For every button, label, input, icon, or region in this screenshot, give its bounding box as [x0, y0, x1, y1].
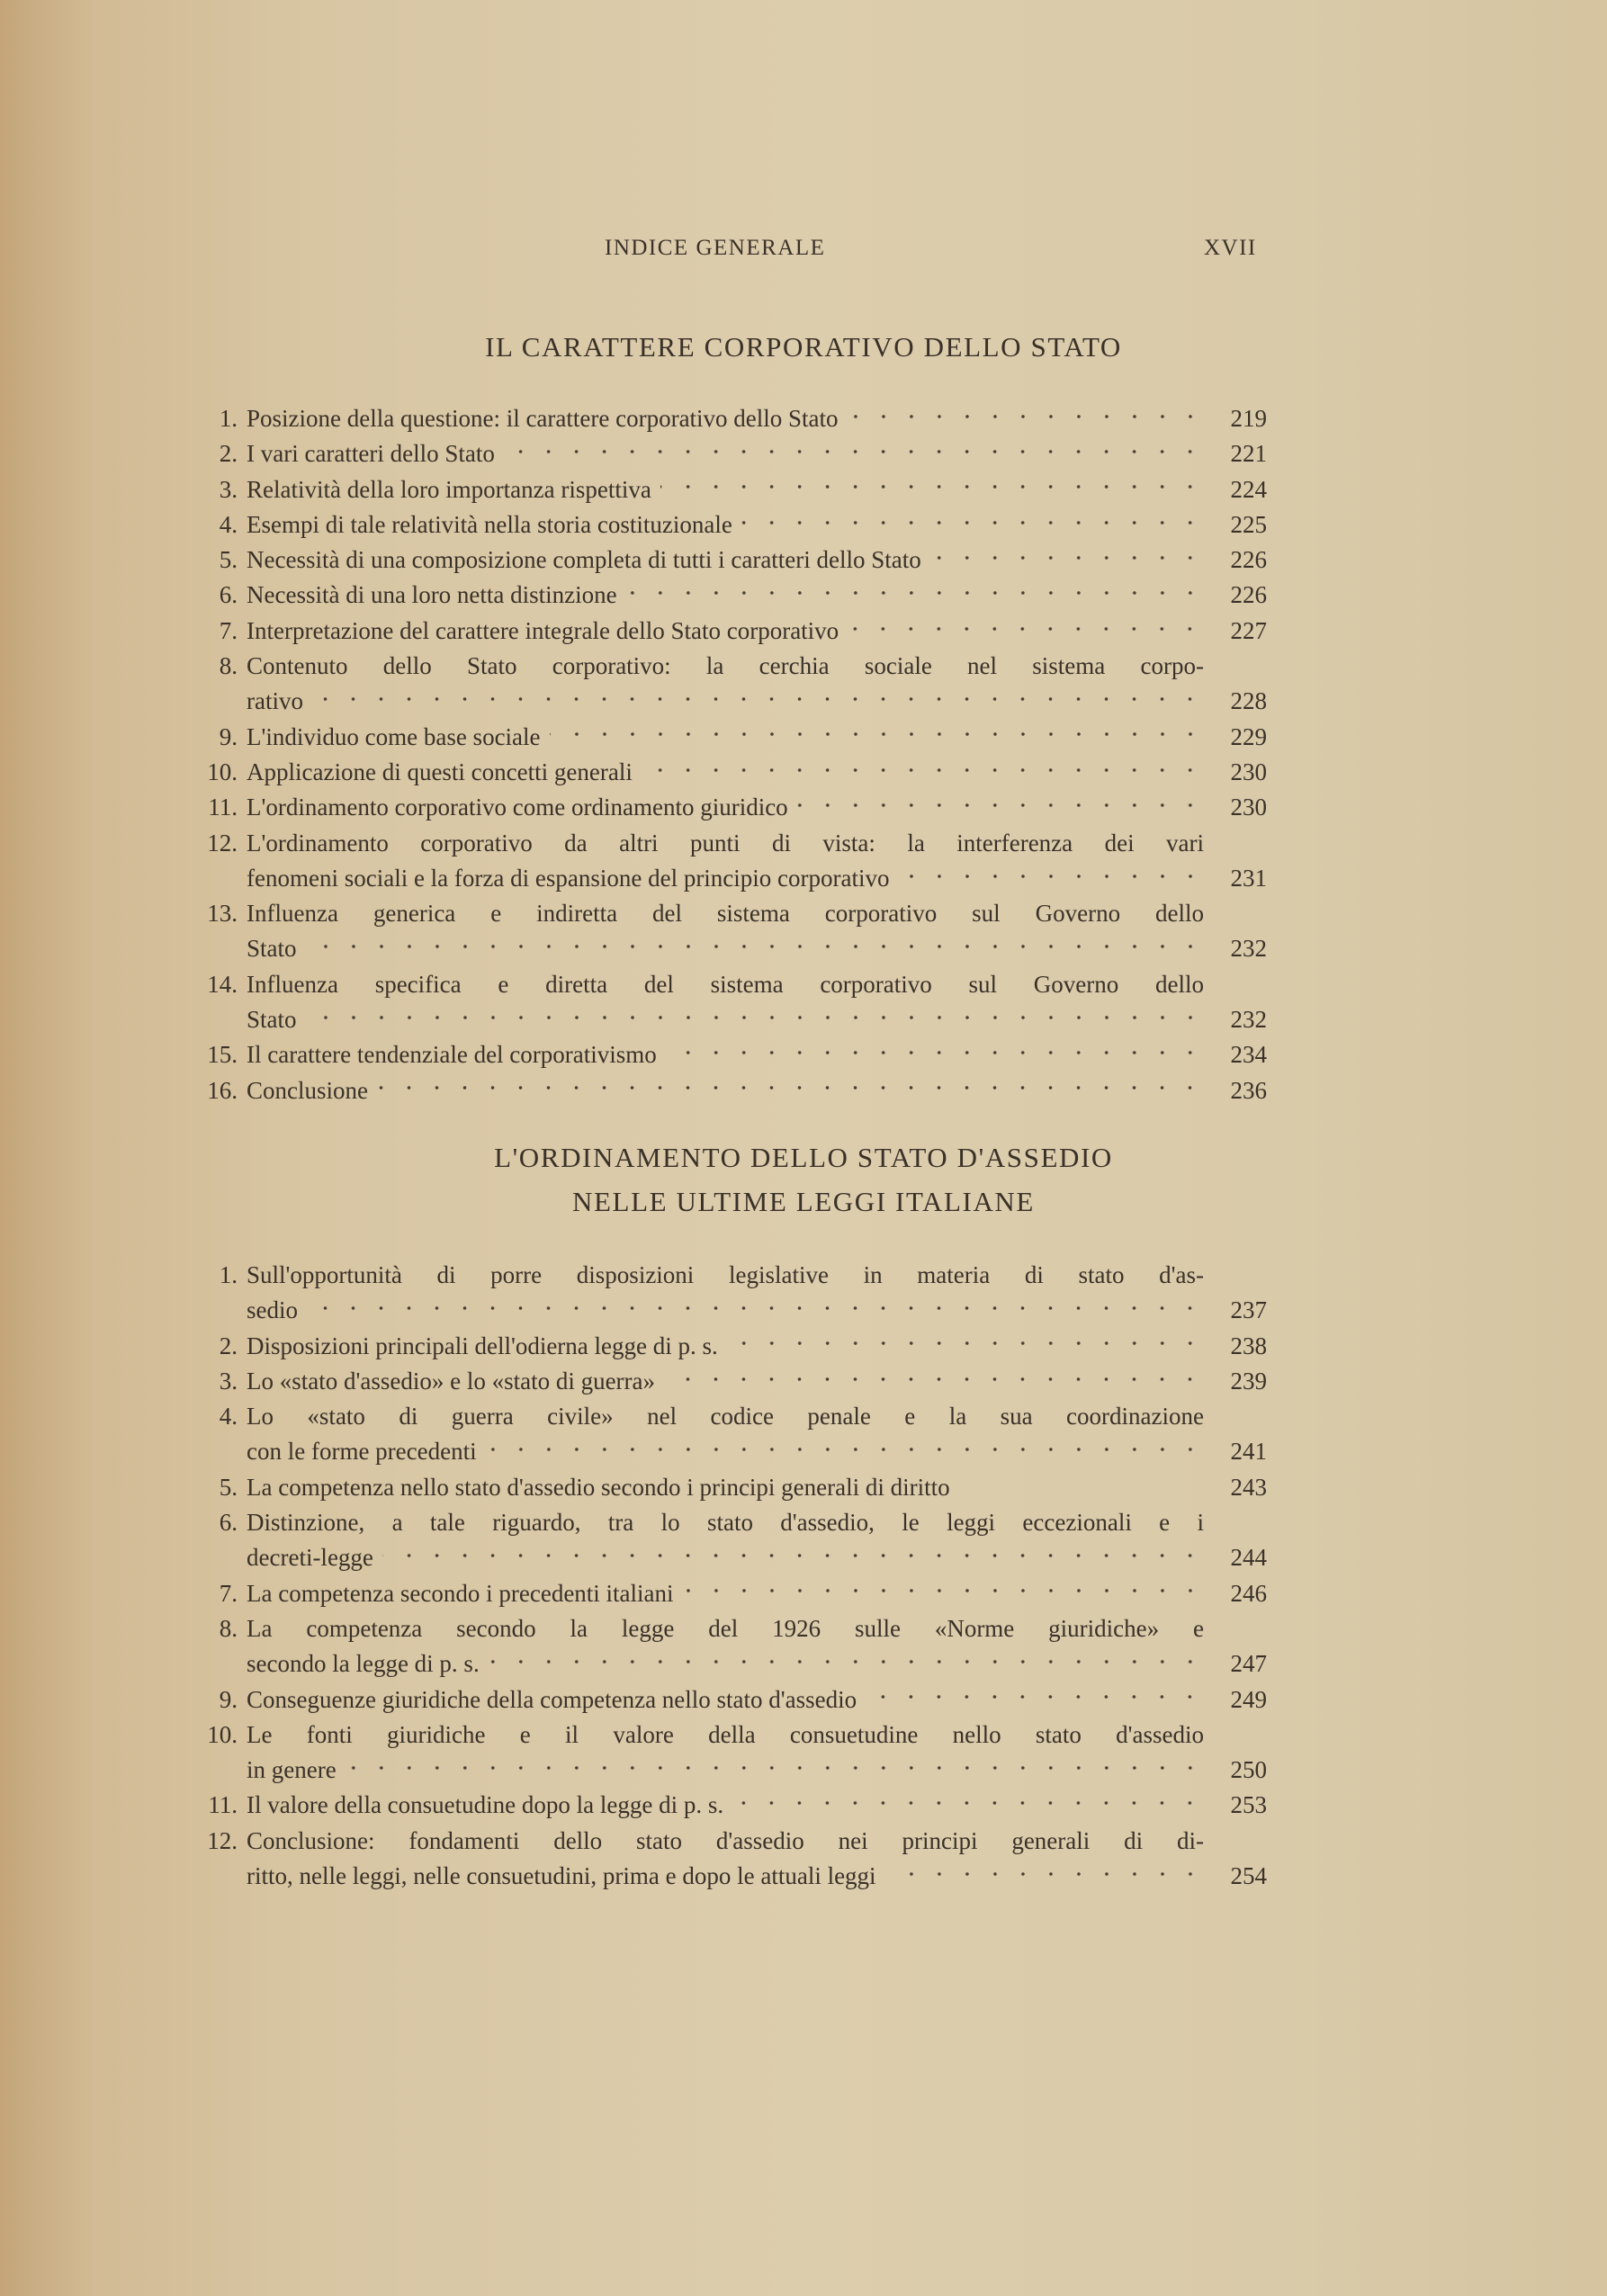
entry-number: 11.: [208, 1791, 238, 1819]
toc-entry[interactable]: [207, 543, 1267, 578]
entry-last-line: [247, 507, 1204, 543]
dot-leader: [377, 1076, 1204, 1100]
entry-page-number[interactable]: 230: [1230, 794, 1267, 821]
entry-title-line: Applicazione di questi concetti generali: [247, 758, 633, 785]
entry-title-line: in genere: [247, 1756, 337, 1784]
entry-number: 1.: [219, 405, 238, 432]
entry-last-line: [247, 1753, 1204, 1788]
dot-leader: [732, 1791, 1204, 1816]
entry-last-line: [247, 1037, 1204, 1072]
entry-number: 5.: [219, 546, 238, 574]
entry-body: [247, 1788, 1267, 1823]
page-number: XVII: [1204, 236, 1257, 260]
entry-number: 8.: [219, 652, 238, 680]
entry-number: 3.: [219, 475, 238, 503]
dot-leader: [382, 1544, 1204, 1568]
entry-last-line: [247, 720, 1204, 755]
entry-title-line: Disposizioni principali dell'odierna legge di p. s.: [247, 1332, 718, 1359]
entry-body: [247, 1470, 1267, 1505]
entry-title-line: Stato: [247, 935, 297, 963]
page-header: [0, 236, 1607, 272]
entry-title-line: rativo: [247, 687, 303, 715]
toc-entry[interactable]: [207, 614, 1267, 649]
entry-body: [247, 720, 1267, 755]
entry-number: 2.: [219, 1332, 238, 1359]
dot-leader: [306, 935, 1204, 959]
entry-body: [247, 1258, 1267, 1329]
toc-entry[interactable]: [207, 790, 1267, 825]
entry-last-line: [247, 1434, 1204, 1469]
toc-entry[interactable]: [207, 1824, 1267, 1895]
dot-leader: [306, 1005, 1204, 1029]
entry-body: [247, 507, 1267, 543]
toc-entry[interactable]: [207, 1399, 1267, 1470]
dot-leader: [486, 1438, 1204, 1462]
toc-entry[interactable]: [207, 436, 1267, 471]
entry-body: [247, 1073, 1267, 1108]
entry-body: [247, 755, 1267, 790]
entry-last-line: [247, 1788, 1204, 1823]
entry-body: [247, 1037, 1267, 1072]
entry-number: 7.: [219, 616, 238, 644]
entry-last-line: [247, 472, 1204, 507]
toc-entry[interactable]: [207, 472, 1267, 507]
entry-number: 13.: [207, 900, 238, 928]
entry-body: [247, 967, 1267, 1038]
entry-title-line: Distinzione, a tale riguardo, tra lo stato d'assedio, le leggi eccezionali e i: [247, 1509, 1204, 1537]
entry-number: 4.: [219, 510, 238, 538]
toc-list-stato-assedio: [207, 1258, 1267, 1894]
section-title-stato-assedio: [0, 1135, 1607, 1224]
dot-leader: [626, 581, 1204, 605]
dot-leader: [489, 1650, 1204, 1674]
entry-page-number[interactable]: 219: [1230, 405, 1267, 432]
entry-page-number[interactable]: 226: [1230, 546, 1267, 574]
dot-leader: [660, 475, 1204, 499]
entry-page-number[interactable]: 229: [1230, 722, 1267, 750]
entry-body: [247, 1399, 1267, 1470]
toc-entry[interactable]: [207, 1788, 1267, 1823]
dot-leader: [848, 616, 1204, 641]
dot-leader: [504, 440, 1204, 464]
entry-number: 6.: [219, 581, 238, 609]
dot-leader: [848, 404, 1204, 428]
toc-entry[interactable]: [207, 1329, 1267, 1364]
entry-title-line: Relatività della loro importanza rispettiva: [247, 475, 651, 503]
entry-body: [247, 543, 1267, 578]
entry-last-line: [247, 931, 1204, 966]
entry-title-line: con le forme precedenti: [247, 1438, 477, 1466]
entry-number: 9.: [219, 722, 238, 750]
entry-title-line: Esempi di tale relatività nella storia costituzionale: [247, 510, 732, 538]
entry-title-line: Sull'opportunità di porre disposizioni legislative in materia di stato d'as-: [247, 1261, 1204, 1288]
entry-last-line: [247, 1293, 1204, 1328]
entry-page-number[interactable]: 226: [1230, 581, 1267, 609]
entry-page-number[interactable]: 228: [1230, 687, 1267, 715]
dot-leader: [741, 510, 1204, 534]
entry-title-line: decreti-legge: [247, 1544, 373, 1572]
entry-title-line: Conseguenze giuridiche della competenza nello stato d'assedio: [247, 1685, 857, 1713]
section-title-line: NELLE ULTIME LEGGI ITALIANE: [572, 1186, 1035, 1217]
entry-page-number[interactable]: 246: [1230, 1579, 1267, 1607]
dot-leader: [550, 722, 1204, 747]
entry-last-line: [247, 1002, 1204, 1037]
entry-page-number[interactable]: 231: [1230, 864, 1267, 892]
entry-title-line: fenomeni sociali e la forza di espansione del principio corporativo: [247, 864, 890, 892]
entry-number: 14.: [207, 970, 238, 998]
entry-title-line: Necessità di una loro netta distinzione: [247, 581, 617, 609]
entry-body: [247, 614, 1267, 649]
entry-last-line: [247, 755, 1204, 790]
entry-page-number[interactable]: 232: [1230, 935, 1267, 963]
toc-entry[interactable]: [207, 1258, 1267, 1329]
dot-leader: [899, 864, 1205, 888]
entry-last-line: [247, 1364, 1204, 1399]
entry-title-line: secondo la legge di p. s.: [247, 1650, 480, 1678]
entry-last-line: [247, 1682, 1204, 1718]
toc-entry[interactable]: [207, 1364, 1267, 1399]
toc-entry[interactable]: [207, 967, 1267, 1038]
entry-last-line: [247, 614, 1204, 649]
entry-page-number[interactable]: 230: [1230, 758, 1267, 785]
entry-page-number[interactable]: 224: [1230, 475, 1267, 503]
entry-last-line: [247, 684, 1204, 719]
entry-body: [247, 1718, 1267, 1789]
toc-entry[interactable]: [207, 755, 1267, 790]
entry-last-line: [247, 436, 1204, 471]
dot-leader: [797, 794, 1204, 818]
entry-title-line: Conclusione: [247, 1076, 368, 1104]
dot-leader: [930, 545, 1204, 570]
entry-body: [247, 401, 1267, 436]
dot-leader: [727, 1332, 1204, 1356]
entry-page-number[interactable]: 249: [1230, 1685, 1267, 1713]
toc-entry[interactable]: [207, 1505, 1267, 1576]
entry-page-number[interactable]: 227: [1230, 616, 1267, 644]
entry-title-line: ritto, nelle leggi, nelle consuetudini, prima e dopo le attuali leggi: [247, 1862, 876, 1890]
entry-body: [247, 1329, 1267, 1364]
entry-page-number[interactable]: 232: [1230, 1006, 1267, 1034]
entry-number: 16.: [207, 1076, 238, 1104]
entry-number: 12.: [207, 829, 238, 857]
entry-page-number[interactable]: 236: [1230, 1076, 1267, 1104]
entry-page-number[interactable]: 221: [1230, 440, 1267, 468]
entry-title-line: Lo «stato di guerra civile» nel codice penale e la sua coordinazione: [247, 1403, 1204, 1431]
entry-title-line: Il carattere tendenziale del corporativismo: [247, 1041, 657, 1069]
dot-leader: [346, 1755, 1204, 1780]
entry-last-line: [247, 1646, 1204, 1682]
section-title-carattere-corporativo: [0, 326, 1607, 369]
entry-last-line: [247, 543, 1204, 578]
entry-title-line: La competenza secondo la legge del 1926 sulle «Norme giuridiche» e: [247, 1614, 1204, 1642]
entry-page-number[interactable]: 254: [1230, 1862, 1267, 1890]
toc-entry[interactable]: [207, 401, 1267, 436]
entry-title-line: Il valore della consuetudine dopo la legge di p. s.: [247, 1791, 724, 1819]
entry-number: 3.: [219, 1367, 238, 1395]
entry-body: [247, 826, 1267, 897]
entry-number: 5.: [219, 1473, 238, 1501]
entry-body: [247, 472, 1267, 507]
entry-last-line: [247, 1576, 1204, 1611]
entry-title-line: I vari caratteri dello Stato: [247, 440, 495, 468]
entry-number: 7.: [219, 1579, 238, 1607]
entry-number: 4.: [219, 1403, 238, 1431]
dot-leader: [307, 1296, 1204, 1321]
entry-body: [247, 578, 1267, 613]
entry-body: [247, 1682, 1267, 1718]
entry-last-line: [247, 1073, 1204, 1108]
dot-leader: [885, 1861, 1204, 1886]
entry-body: [247, 790, 1267, 825]
dot-leader: [683, 1579, 1204, 1603]
dot-leader: [312, 687, 1204, 712]
toc-entry[interactable]: [207, 1470, 1267, 1505]
entry-title-line: Conclusione: fondamenti dello stato d'assedio nei principi generali di di-: [247, 1826, 1204, 1854]
toc-entry[interactable]: [207, 826, 1267, 897]
toc-list-carattere-corporativo: [207, 401, 1267, 1108]
entry-number: 12.: [207, 1826, 238, 1854]
entry-body: [247, 1824, 1267, 1895]
entry-title-line: Le fonti giuridiche e il valore della consuetudine nello stato d'assedio: [247, 1720, 1204, 1748]
toc-entry[interactable]: [207, 720, 1267, 755]
entry-number: 6.: [219, 1509, 238, 1537]
entry-number: 1.: [219, 1261, 238, 1288]
entry-page-number[interactable]: 241: [1230, 1438, 1267, 1466]
entry-body: [247, 649, 1267, 720]
toc-entry[interactable]: [207, 896, 1267, 967]
entry-title-line: Influenza specifica e diretta del sistema corporativo sul Governo dello: [247, 970, 1204, 998]
entry-last-line: [247, 401, 1204, 436]
entry-number: 2.: [219, 440, 238, 468]
entry-title-line: L'individuo come base sociale: [247, 722, 541, 750]
toc-entry[interactable]: [207, 1576, 1267, 1611]
entry-body: [247, 436, 1267, 471]
entry-number: 8.: [219, 1614, 238, 1642]
toc-entry[interactable]: [207, 1682, 1267, 1718]
entry-page-number[interactable]: 253: [1230, 1791, 1267, 1819]
dot-leader: [664, 1367, 1204, 1391]
entry-number: 10.: [207, 758, 238, 785]
entry-body: [247, 1576, 1267, 1611]
entry-page-number[interactable]: 239: [1230, 1367, 1267, 1395]
entry-last-line: [247, 790, 1204, 825]
section-title-line: IL CARATTERE CORPORATIVO DELLO STATO: [485, 331, 1122, 363]
toc-entry[interactable]: [207, 1611, 1267, 1682]
entry-page-number[interactable]: 237: [1230, 1296, 1267, 1324]
toc-entry[interactable]: [207, 578, 1267, 613]
entry-page-number[interactable]: 234: [1230, 1041, 1267, 1069]
entry-page-number[interactable]: 244: [1230, 1544, 1267, 1572]
entry-last-line: [247, 578, 1204, 613]
toc-entry[interactable]: [207, 649, 1267, 720]
entry-title-line: Posizione della questione: il carattere corporativo dello Stato: [247, 405, 839, 432]
entry-last-line: [247, 1859, 1204, 1894]
toc-entry[interactable]: [207, 1037, 1267, 1072]
entry-title-line: Necessità di una composizione completa di tutti i caratteri dello Stato: [247, 546, 921, 574]
entry-last-line: [247, 861, 1204, 896]
entry-body: [247, 1505, 1267, 1576]
entry-page-number[interactable]: 225: [1230, 510, 1267, 538]
entry-page-number[interactable]: 243: [1230, 1473, 1267, 1501]
entry-last-line: [247, 1470, 1204, 1505]
entry-number: 9.: [219, 1685, 238, 1713]
entry-last-line: [247, 1540, 1204, 1575]
entry-page-number[interactable]: 238: [1230, 1332, 1267, 1359]
toc-entry[interactable]: [207, 1718, 1267, 1789]
entry-last-line: [247, 1329, 1204, 1364]
entry-body: [247, 1364, 1267, 1399]
toc-entry[interactable]: [207, 1073, 1267, 1108]
entry-title-line: Contenuto dello Stato corporativo: la cerchia sociale nel sistema corpo-: [247, 652, 1204, 680]
entry-title-line: Interpretazione del carattere integrale dello Stato corporativo: [247, 616, 839, 644]
toc-entry[interactable]: [207, 507, 1267, 543]
entry-number: 10.: [207, 1720, 238, 1748]
entry-body: [247, 896, 1267, 967]
entry-number: 11.: [208, 794, 238, 821]
entry-title-line: Lo «stato d'assedio» e lo «stato di guerra»: [247, 1367, 656, 1395]
dot-leader: [642, 758, 1204, 782]
entry-title-line: Influenza generica e indiretta del sistema corporativo sul Governo dello: [247, 900, 1204, 928]
entry-title-line: La competenza secondo i precedenti italiani: [247, 1579, 674, 1607]
entry-title-line: La competenza nello stato d'assedio secondo i principi generali di diritto: [247, 1473, 950, 1501]
entry-title-line: L'ordinamento corporativo da altri punti di vista: la interferenza dei vari: [247, 829, 1204, 857]
section-title-line: L'ORDINAMENTO DELLO STATO D'ASSEDIO: [494, 1142, 1113, 1173]
entry-title-line: Stato: [247, 1006, 297, 1034]
entry-number: 15.: [207, 1041, 238, 1069]
entry-body: [247, 1611, 1267, 1682]
entry-title-line: sedio: [247, 1296, 298, 1324]
entry-title-line: L'ordinamento corporativo come ordinamento giuridico: [247, 794, 788, 821]
entry-page-number[interactable]: 250: [1230, 1756, 1267, 1784]
entry-page-number[interactable]: 247: [1230, 1650, 1267, 1678]
dot-leader: [666, 1041, 1204, 1065]
dot-leader: [866, 1685, 1204, 1709]
running-title: INDICE GENERALE: [605, 236, 826, 260]
